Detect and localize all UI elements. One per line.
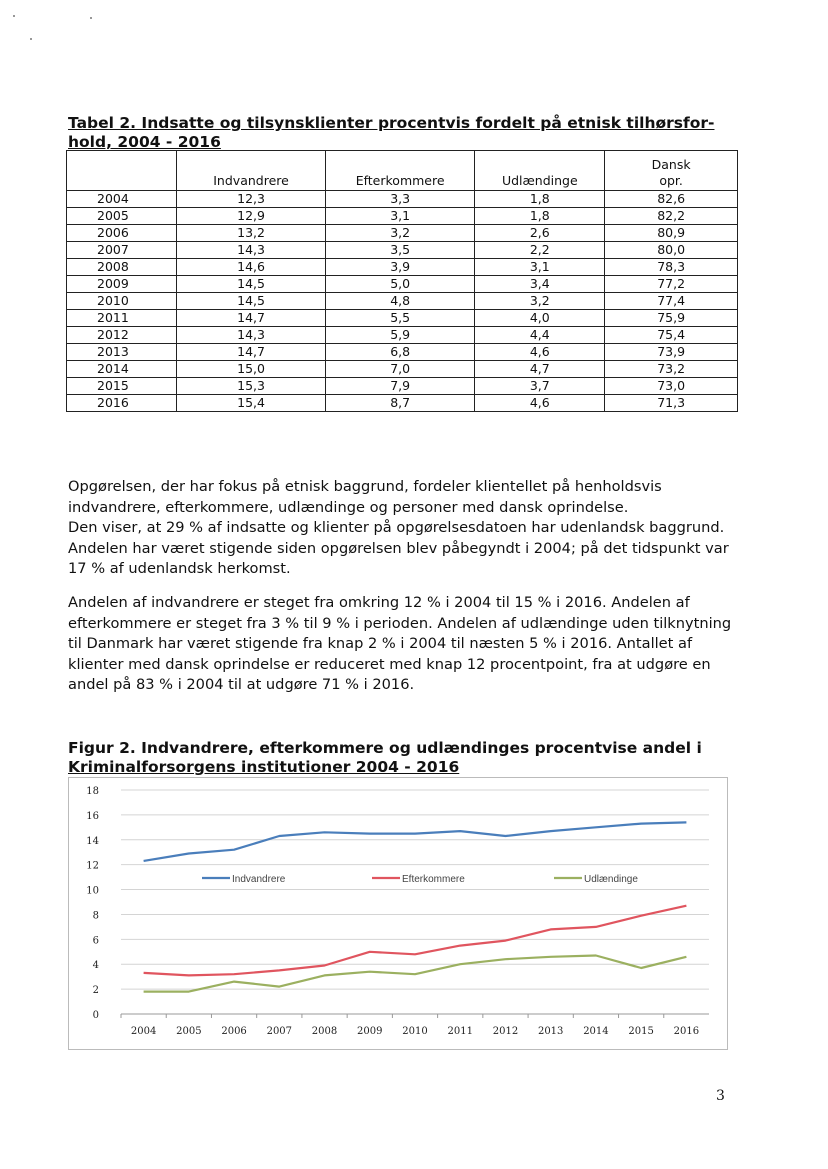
value-cell: 4,0 xyxy=(475,310,605,327)
value-cell: 75,4 xyxy=(605,327,738,344)
x-tick-label: 2015 xyxy=(628,1026,654,1037)
x-tick-label: 2009 xyxy=(357,1026,383,1037)
series-line-2 xyxy=(144,906,687,976)
value-cell: 71,3 xyxy=(605,395,738,412)
figure-title-line-2: Kriminalforsorgens institutioner 2004 - 2016 xyxy=(68,758,460,776)
value-cell: 3,9 xyxy=(325,259,474,276)
value-cell: 14,7 xyxy=(177,344,326,361)
x-tick-label: 2012 xyxy=(492,1026,519,1037)
table-row xyxy=(67,395,738,412)
value-cell: 5,0 xyxy=(325,276,474,293)
value-cell: 14,5 xyxy=(177,293,326,310)
value-cell: 4,7 xyxy=(475,361,605,378)
table-row xyxy=(67,191,738,208)
table-row xyxy=(67,276,738,293)
value-cell: 3,1 xyxy=(475,259,605,276)
table-row xyxy=(67,293,738,310)
header-cell: Udlændinge xyxy=(475,151,605,191)
year-cell: 2014 xyxy=(67,361,177,378)
x-tick-label: 2013 xyxy=(537,1026,564,1037)
value-cell: 82,6 xyxy=(605,191,738,208)
x-tick-label: 2008 xyxy=(311,1026,338,1037)
line-chart xyxy=(69,778,727,1049)
value-cell: 14,3 xyxy=(177,242,326,259)
value-cell: 4,4 xyxy=(475,327,605,344)
value-cell: 8,7 xyxy=(325,395,474,412)
y-tick-label: 12 xyxy=(86,860,99,872)
figure-title-line-1: Figur 2. Indvandrere, efterkommere og udlændinges procentvise andel i xyxy=(68,739,702,757)
value-cell: 3,7 xyxy=(475,378,605,395)
value-cell: 77,4 xyxy=(605,293,738,310)
value-cell: 80,9 xyxy=(605,225,738,242)
chart-container xyxy=(68,777,728,1050)
value-cell: 80,0 xyxy=(605,242,738,259)
y-tick-label: 4 xyxy=(92,960,99,972)
y-tick-label: 10 xyxy=(86,885,99,897)
value-cell: 4,8 xyxy=(325,293,474,310)
table-row xyxy=(67,259,738,276)
paragraph-1: Opgørelsen, der har fokus på etnisk baggrund, fordeler klientellet på henholdsvis indvandrere, efterkommere, udlændinge og personer med dansk oprindelse. xyxy=(68,478,662,516)
x-tick-label: 2011 xyxy=(447,1026,473,1037)
y-tick-label: 2 xyxy=(92,985,99,997)
x-tick-label: 2004 xyxy=(130,1026,157,1037)
x-tick-label: 2014 xyxy=(583,1026,609,1037)
page-number: 3 xyxy=(716,1088,725,1104)
value-cell: 14,6 xyxy=(177,259,326,276)
value-cell: 77,2 xyxy=(605,276,738,293)
value-cell: 3,5 xyxy=(325,242,474,259)
value-cell: 14,7 xyxy=(177,310,326,327)
table-row xyxy=(67,225,738,242)
value-cell: 3,4 xyxy=(475,276,605,293)
figure-title xyxy=(68,739,738,777)
x-tick-label: 2007 xyxy=(266,1026,293,1037)
value-cell: 4,6 xyxy=(475,344,605,361)
table-row xyxy=(67,344,738,361)
legend-label: Udlændinge xyxy=(584,874,638,885)
table-row xyxy=(67,310,738,327)
scan-speck xyxy=(90,17,92,19)
year-cell: 2015 xyxy=(67,378,177,395)
value-cell: 12,9 xyxy=(177,208,326,225)
year-cell: 2008 xyxy=(67,259,177,276)
x-tick-label: 2016 xyxy=(673,1026,700,1037)
table-title: Tabel 2. Indsatte og tilsynsklienter procentvis fordelt på etnisk tilhørsfor-hold, 2004 - 2016 xyxy=(68,114,715,151)
value-cell: 14,5 xyxy=(177,276,326,293)
value-cell: 6,8 xyxy=(325,344,474,361)
value-cell: 1,8 xyxy=(475,191,605,208)
y-tick-label: 0 xyxy=(92,1010,99,1021)
value-cell: 3,1 xyxy=(325,208,474,225)
value-cell: 1,8 xyxy=(475,208,605,225)
paragraph-2: Den viser, at 29 % af indsatte og klienter på opgørelsesdatoen har udenlandsk baggrund. Andelen har været stigende siden opgørelsen blev påbegyndt i 2004; på det tidspunkt var 17 % af udenlandsk herkomst. xyxy=(68,519,729,577)
value-cell: 15,3 xyxy=(177,378,326,395)
value-cell: 73,9 xyxy=(605,344,738,361)
value-cell: 3,2 xyxy=(325,225,474,242)
year-cell: 2010 xyxy=(67,293,177,310)
year-cell: 2009 xyxy=(67,276,177,293)
value-cell: 5,5 xyxy=(325,310,474,327)
year-cell: 2013 xyxy=(67,344,177,361)
year-cell: 2012 xyxy=(67,327,177,344)
value-cell: 75,9 xyxy=(605,310,738,327)
value-cell: 3,2 xyxy=(475,293,605,310)
y-tick-label: 18 xyxy=(86,786,99,797)
header-cell: Efterkommere xyxy=(325,151,474,191)
value-cell: 7,0 xyxy=(325,361,474,378)
value-cell: 12,3 xyxy=(177,191,326,208)
data-table xyxy=(66,150,738,412)
value-cell: 4,6 xyxy=(475,395,605,412)
table-row xyxy=(67,361,738,378)
series-line-1 xyxy=(144,822,687,861)
scan-speck xyxy=(13,15,15,17)
header-cell xyxy=(605,151,738,191)
value-cell: 5,9 xyxy=(325,327,474,344)
year-cell: 2011 xyxy=(67,310,177,327)
value-cell: 13,2 xyxy=(177,225,326,242)
year-cell: 2005 xyxy=(67,208,177,225)
value-cell: 82,2 xyxy=(605,208,738,225)
year-cell: 2004 xyxy=(67,191,177,208)
value-cell: 73,0 xyxy=(605,378,738,395)
y-tick-label: 6 xyxy=(92,935,99,947)
header-dansk-opr: Dansk opr. xyxy=(651,157,691,188)
year-cell: 2016 xyxy=(67,395,177,412)
header-cell: Indvandrere xyxy=(177,151,326,191)
value-cell: 73,2 xyxy=(605,361,738,378)
header-empty-cell xyxy=(67,151,177,191)
y-tick-label: 14 xyxy=(86,835,99,847)
x-tick-label: 2005 xyxy=(176,1026,202,1037)
x-tick-label: 2010 xyxy=(402,1026,428,1037)
table-row xyxy=(67,327,738,344)
table-body xyxy=(67,191,738,412)
y-tick-label: 16 xyxy=(86,810,99,822)
value-cell: 3,3 xyxy=(325,191,474,208)
value-cell: 15,0 xyxy=(177,361,326,378)
table-row xyxy=(67,208,738,225)
table-row xyxy=(67,242,738,259)
y-tick-label: 8 xyxy=(92,910,99,922)
value-cell: 78,3 xyxy=(605,259,738,276)
value-cell: 7,9 xyxy=(325,378,474,395)
scan-speck xyxy=(30,38,32,40)
x-tick-label: 2006 xyxy=(221,1026,247,1037)
value-cell: 2,6 xyxy=(475,225,605,242)
table-row xyxy=(67,378,738,395)
value-cell: 15,4 xyxy=(177,395,326,412)
value-cell: 2,2 xyxy=(475,242,605,259)
paragraph-3: Andelen af indvandrere er steget fra omkring 12 % i 2004 til 15 % i 2016. Andelen af efterkommere er steget fra 3 % til 9 % i perioden. Andelen af udlændinge uden tilknytning til Danmark har været stigende fra knap 2 % i 2004 til næsten 5 % i 2016. Antallet af klienter med dansk oprindelse er reduceret med knap 12 procentpoint, fra at udgøre en andel på 83 % i 2004 til at udgøre 71 % i 2016. xyxy=(68,594,732,693)
value-cell: 14,3 xyxy=(177,327,326,344)
legend-label: Efterkommere xyxy=(402,874,465,885)
legend-label: Indvandrere xyxy=(232,874,286,885)
table-header-row xyxy=(67,151,738,191)
year-cell: 2007 xyxy=(67,242,177,259)
year-cell: 2006 xyxy=(67,225,177,242)
